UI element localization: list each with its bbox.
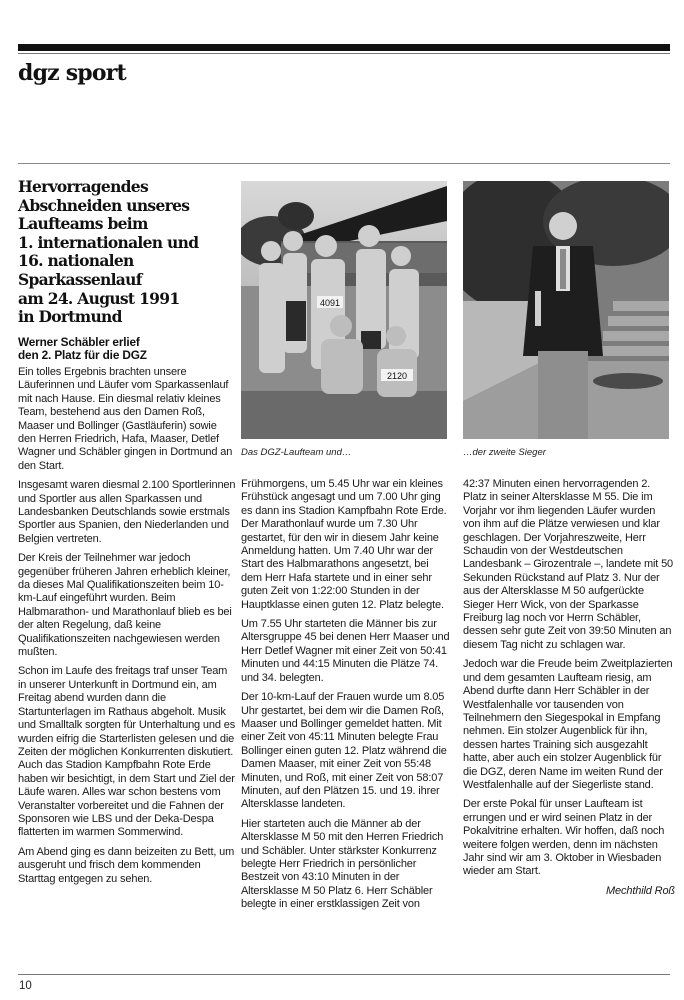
headline-line: 1. internationalen und [18, 232, 199, 252]
footer-rule [18, 974, 670, 975]
section-title: dgz sport [18, 60, 126, 86]
bib-number: 2120 [386, 371, 408, 381]
paragraph: Jedoch war die Freude beim Zweitplazierten und dem gesamten Laufteam riesig, am Abend durfte dann Herr Schäbler in der Westfalenhalle vor tausenden von Teilnehmern den Siegespokal in Empfang nehmen. Ein stolzer Augenblick für ihn, dessen hartes Training sich ausgezahlt hatte, aber auch ein stolzer Augenblick für die DGZ, deren Name im weiten Rund der Westfalenhalle auf der Siegerliste stand. [463, 658, 673, 791]
winner-photo-image [463, 181, 669, 439]
winner-photo [463, 181, 669, 439]
paragraph: Der erste Pokal für unser Laufteam ist errungen und er wird seinen Platz in der Pokalvitrine erhalten. Wir hoffen, daß noch weitere folgen werden, denn im nächsten Jahr sind wir am 3. Oktober in Wiesbaden wieder am Start. [463, 798, 665, 878]
headline-line: Sparkassenlauf [18, 269, 142, 289]
section-divider [18, 163, 670, 164]
header-thick-rule [18, 44, 670, 51]
photo-caption: Das DGZ-Laufteam und… [241, 447, 352, 458]
paragraph: Am Abend ging es dann beizeiten zu Bett, um ausgeruht und frisch dem kommenden Starttag entgegen zu sehen. [18, 845, 235, 885]
headline-line: 16. nationalen [18, 251, 134, 271]
subheadline-line: den 2. Platz für die DGZ [18, 348, 147, 363]
paragraph: Der Kreis der Teilnehmer war jedoch gegenüber früheren Jahren erheblich kleiner, da dieses Mal Qualifikationszeiten beim 10-km-Lauf eingeführt wurden. Beim Halbmarathon- und Marathonlauf blieb es bei der alten Regelung, daß keine Qualifikationszeiten nachgewiesen werden mußten. [18, 552, 232, 659]
headline-line: am 24. August 1991 [18, 288, 180, 308]
article-column-3 [463, 478, 675, 904]
paragraph: Insgesamt waren diesmal 2.100 Sportlerinnen und Sportler aus allen Sparkassen und Landesbanken Deutschlands sowie erstmals Sportler aus Spanien, den Niederlanden und Belgien vertreten. [18, 479, 236, 545]
team-photo [241, 181, 447, 439]
headline-line: Laufteams beim [18, 214, 148, 234]
paragraph: Um 7.55 Uhr starteten die Männer bis zur Altersgruppe 45 bei denen Herr Maaser und Herr Detlef Wagner mit einer Zeit von 50:41 Minuten und 44:15 Minuten die Plätze 74. und 34. belegten. [241, 618, 450, 684]
subheadline-line: Werner Schäbler erlief [18, 334, 140, 349]
bib-number: 4091 [319, 298, 341, 308]
paragraph: 42:37 Minuten einen hervorragenden 2. Platz in seiner Altersklasse M 55. Die im Vorjahr vor ihm liegenden Läufer wurden von ihm auf die Plätze verwiesen und klar geschlagen. Der Vorjahreszweite, Herr Schaudin von der Westdeutschen Landesbank – Girozentrale –, landete mit 50 Sekunden Rückstand auf Platz 3. Nur der aus der Altersklasse M 50 aufgerückte Sieger Herr Wick, von der Sparkasse Freiburg lag noch vor Herrn Schäbler, dessen sehr gute Zeit von 39:50 Minuten an diesem Tag nicht zu schlagen war. [463, 478, 674, 651]
article-headline [18, 178, 236, 327]
paragraph: Schon im Laufe des freitags traf unser Team in unserer Unterkunft in Dortmund ein, am Freitag abend wurden dann die Startunterlagen im Rathaus abgeholt. Musik und Smalltalk sorgten für Unterhaltung und es wurden eifrig die Starterlisten gelesen und die Zeiten der möglichen Konkurrenten diskutiert. Auch das Stadion Kampfbahn Rote Erde haben wir besichtigt, in dem Start und Ziel der Läufe waren. Alles war schon bestens vom Veranstalter vorbereitet und die Fahnen der Sponsoren wie LBS und der Deka-Despa flatterten im warmen Sommerwind. [18, 665, 236, 839]
team-photo-image [241, 181, 447, 439]
author-signature: Mechthild Roß [606, 884, 675, 897]
paragraph: Der 10-km-Lauf der Frauen wurde um 8.05 Uhr gestartet, bei dem wir die Damen Roß, Maaser und Bollinger gemeldet hatten. Mit einer Zeit von 45:11 Minuten belegte Frau Bollinger einen guten 12. Platz während die Damen Maaser, mit einer Zeit von 55:48 Minuten, und Roß, mit einer Zeit von 58:07 Minuten, auf den Plätzen 15. und 19. ihrer Altersklasse landeten. [241, 691, 447, 811]
paragraph: Ein tolles Ergebnis brachten unsere Läuferinnen und Läufer vom Sparkassenlauf mit nach Hause. Ein diesmal relativ kleines Team, bestehend aus den Damen Roß, Maaser und Bollinger (Gastläuferin) sowie den Herren Friedrich, Hafa, Maaser, Detlef Wagner und Schäbler gingen in Dortmund an den Start. [18, 365, 233, 472]
article-column-2 [241, 478, 451, 918]
header-thin-rule [18, 53, 670, 54]
paragraph: Hier starteten auch die Männer ab der Altersklasse M 50 mit den Herren Friedrich und Schäbler. Unter stärkster Konkurrenz belegte Herr Friedrich in persönlicher Bestzeit von 43:10 Minuten in der Altersklasse M 50 Platz 6. Herr Schäbler belegte in einer erstklassigen Zeit von [241, 817, 444, 911]
paragraph: Frühmorgens, um 5.45 Uhr war ein kleines Frühstück angesagt und um 7.00 Uhr ging es dann ins Stadion Kampfbahn Rote Erde. Der Marathonlauf wurde um 7.30 Uhr gestartet, für den wir in diesem Jahr keine Anmeldung hatten. Um 7.40 Uhr war der Start des Halbmarathons angesetzt, bei dem Herr Hafa startete und in einer sehr guten Zeit von 1:22:00 Stunden in der Hauptklasse einen guten 12. Platz belegte. [241, 478, 447, 611]
page-number: 10 [19, 980, 32, 992]
headline-line: in Dortmund [18, 307, 122, 327]
article-subheadline [18, 336, 236, 363]
article-column-1 [18, 178, 236, 892]
photo-caption: …der zweite Sieger [463, 447, 546, 458]
headline-line: Hervorragendes [18, 177, 148, 196]
headline-line: Abschneiden unseres [18, 195, 190, 215]
